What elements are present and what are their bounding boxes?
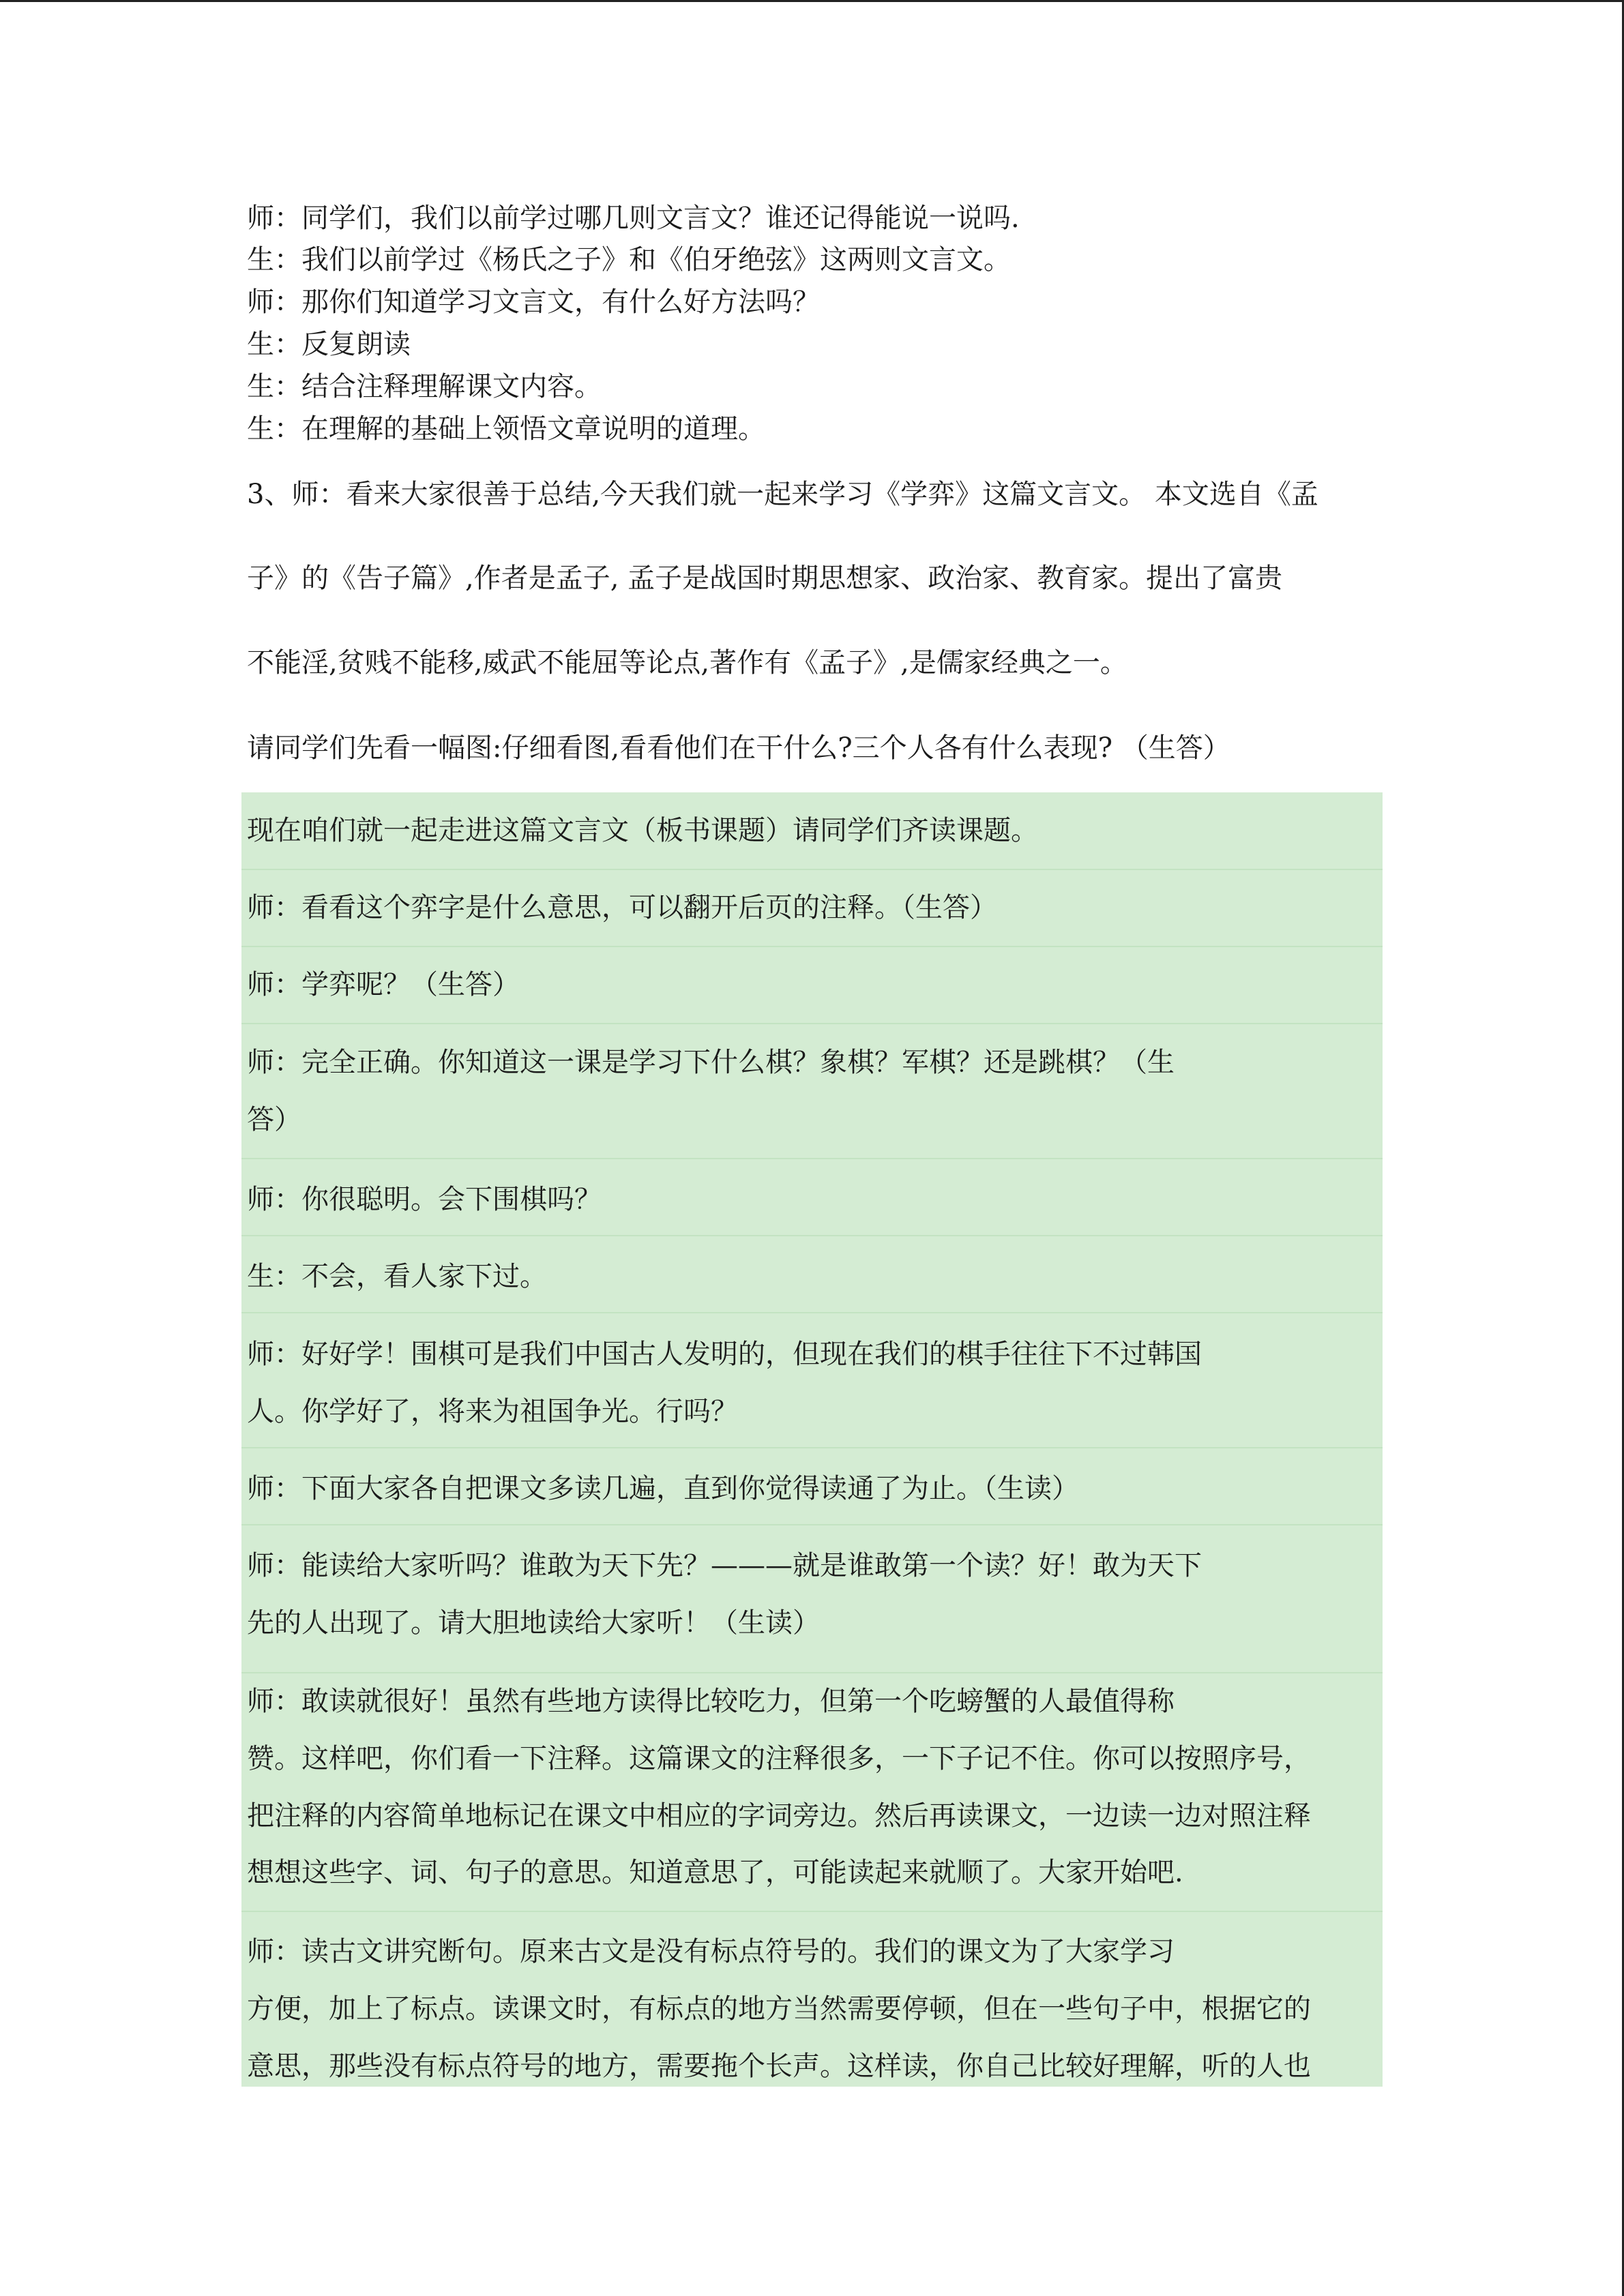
- row-divider: [241, 1524, 1383, 1525]
- page-top-border: [0, 0, 1624, 2]
- dialogue-line: 师：下面大家各自把课文多读几遍，直到你觉得读通了为止。（生读）: [247, 1473, 1079, 1504]
- row-divider: [241, 869, 1383, 870]
- dialogue-line: 师：敢读就很好！虽然有些地方读得比较吃力，但第一个吃螃蟹的人最值得称: [247, 1686, 1175, 1717]
- intro-line: 生：在理解的基础上领悟文章说明的道理。: [247, 413, 765, 445]
- dialogue-line: 方便，加上了标点。读课文时，有标点的地方当然需要停顿，但在一些句子中，根据它的: [247, 1993, 1311, 2025]
- row-divider: [241, 1023, 1383, 1024]
- dialogue-line: 意思，那些没有标点符号的地方，需要拖个长声。这样读，你自己比较好理解，听的人也: [247, 2051, 1311, 2082]
- dialogue-line: 生：不会，看人家下过。: [247, 1261, 547, 1292]
- intro-line: 师：同学们，我们以前学过哪几则文言文？谁还记得能说一说吗.: [247, 203, 1020, 234]
- row-divider: [241, 946, 1383, 947]
- dialogue-line: 先的人出现了。请大胆地读给大家听！（生读）: [247, 1607, 820, 1639]
- dialogue-line: 把注释的内容简单地标记在课文中相应的字词旁边。然后再读课文，一边读一边对照注释: [247, 1800, 1311, 1832]
- paragraph-3-line: 不能淫,贫贱不能移,威武不能屈等论点,著作有《孟子》,是儒家经典之一。: [247, 647, 1127, 679]
- row-divider: [241, 1447, 1383, 1448]
- row-divider: [241, 1235, 1383, 1236]
- dialogue-line: 想想这些字、词、句子的意思。知道意思了，可能读起来就顺了。大家开始吧.: [247, 1857, 1183, 1888]
- intro-line: 生：我们以前学过《杨氏之子》和《伯牙绝弦》这两则文言文。: [247, 244, 1011, 275]
- row-divider: [241, 1911, 1383, 1912]
- dialogue-line: 师：学弈呢？（生答）: [247, 969, 520, 1000]
- row-divider: [241, 1158, 1383, 1159]
- dialogue-line: 师：你很聪明。会下围棋吗？: [247, 1184, 602, 1215]
- dialogue-line: 人。你学好了，将来为祖国争光。行吗？: [247, 1396, 738, 1427]
- dialogue-line: 师：看看这个弈字是什么意思，可以翻开后页的注释。（生答）: [247, 892, 997, 923]
- dialogue-line: 现在咱们就一起走进这篇文言文（板书课题）请同学们齐读课题。: [247, 815, 1038, 846]
- paragraph-3-line: 3、师：看来大家很善于总结,今天我们就一起来学习《学弈》这篇文言文。 本文选自《孟: [247, 479, 1318, 510]
- dialogue-line: 师：好好学！围棋可是我们中国古人发明的，但现在我们的棋手往往下不过韩国: [247, 1339, 1202, 1370]
- intro-line: 生：反复朗读: [247, 329, 411, 360]
- paragraph-3-line: 子》的《告子篇》,作者是孟子, 孟子是战国时期思想家、政治家、教育家。提出了富贵: [247, 563, 1283, 594]
- row-divider: [241, 1312, 1383, 1313]
- row-divider: [241, 1672, 1383, 1673]
- intro-line: 生：结合注释理解课文内容。: [247, 371, 602, 402]
- intro-line: 师：那你们知道学习文言文，有什么好方法吗？: [247, 286, 820, 318]
- dialogue-line: 赞。这样吧，你们看一下注释。这篇课文的注释很多，一下子记不住。你可以按照序号，: [247, 1743, 1311, 1774]
- dialogue-line: 师：能读给大家听吗？谁敢为天下先？———就是谁敢第一个读？好！敢为天下: [247, 1550, 1202, 1581]
- dialogue-line: 师：完全正确。你知道这一课是学习下什么棋？象棋？军棋？还是跳棋？（生: [247, 1047, 1175, 1078]
- dialogue-line: 师：读古文讲究断句。原来古文是没有标点符号的。我们的课文为了大家学习: [247, 1936, 1175, 1967]
- dialogue-line: 答）: [247, 1104, 301, 1135]
- picture-prompt: 请同学们先看一幅图:仔细看图,看看他们在干什么?三个人各有什么表现? （生答）: [247, 732, 1230, 764]
